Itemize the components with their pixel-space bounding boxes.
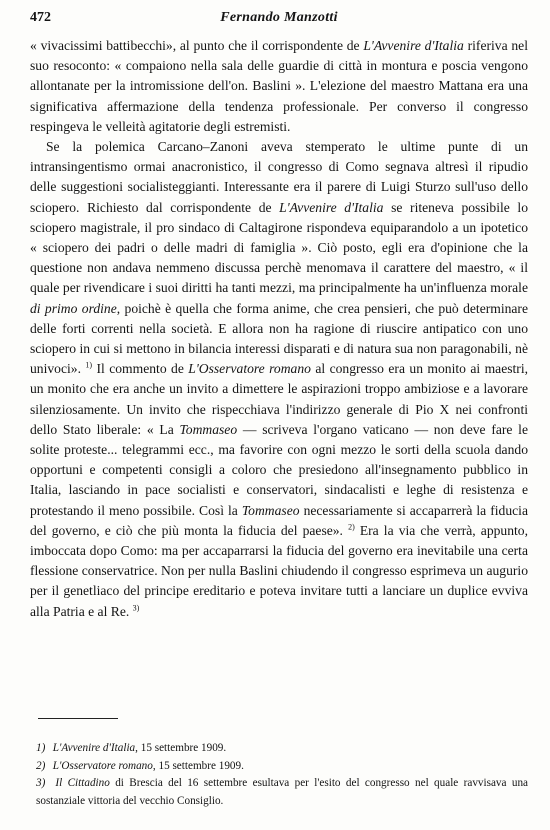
italic-text: L'Avvenire d'Italia [279, 199, 384, 215]
footnote [36, 758, 528, 776]
text-run: Se la polemica Carcano–Zanoni aveva stemperato le ultime punte di un intransingentismo ormai anacronistico, il congresso di Como segnava altresì il ripudio delle suggestioni socialisteggianti. Interessante era il parere di Luigi Sturzo sull'uso dello sciopero. Richiesto dal corrispondente de [30, 139, 528, 215]
text-run: , 15 settembre 1909. [135, 742, 227, 754]
body-text [30, 36, 528, 622]
italic-text: L'Osservatore romano [52, 759, 153, 772]
footnote-ref: 2) [348, 522, 355, 532]
footnote [36, 775, 528, 810]
footnote-marker: 2) [36, 759, 46, 772]
italic-text: Tommaseo [179, 421, 238, 437]
italic-text: Tommaseo [241, 502, 300, 518]
text-run: al congresso era un monito ai maestri, un monito che era anche un invito a dimettere le aspirazioni troppo ambiziose e a lavorare silenziosamente. Un invito che rispecchiava l'indirizzo generale di Pio X nei confronti dello Stato liberale: « La [30, 361, 529, 437]
text-run: « vivacissimi battibecchi», al punto che il corrispondente de [30, 38, 364, 53]
italic-text: L'Avvenire d'Italia [363, 38, 464, 53]
text-run: necessariamente si accaparrerà la fiducia del governo, e ciò che più monta la fiducia del paese». [30, 502, 528, 538]
italic-text: Il Cittadino [55, 777, 110, 789]
text-run: se riteneva possibile lo sciopero magistrale, il pro sindaco di Caltagirone rispondeva equiparandolo a un ipotetico « sciopero dei padri o delle madri di famiglia ». Ciò posto, egli era d'opinione che la questione non andava nemmeno discussa perchè menomava il carattere del maestro, « il quale per rivendicare i suoi diritti ha tanti mezzi, ma principalmente ha un'influenza morale [30, 199, 528, 296]
running-head: Fernando Manzotti [220, 10, 338, 25]
italic-text: di primo ordine [30, 300, 117, 316]
footnote-ref: 3) [132, 603, 140, 613]
footnote-ref: 1) [85, 360, 93, 370]
paragraph [30, 137, 528, 622]
footnote-marker: 1) [36, 742, 46, 754]
footnote [36, 740, 528, 758]
page-header [30, 10, 528, 30]
italic-text: L'Osservatore romano [188, 361, 311, 377]
text-run: , 15 settembre 1909. [152, 759, 244, 772]
footnotes [36, 740, 528, 810]
text-run: , poichè è quella che forma anime, che crea pensieri, che può determinare delle forti correnti nella società. E allora non ha ragione di riuscire antipatico con uno sciopero in cui si mettono in bilancia interessi disparati e di natura sua non paragonabili, nè univoci». [30, 300, 528, 377]
footnote-marker: 3) [36, 777, 46, 789]
italic-text: L'Avvenire d'Italia [52, 742, 136, 754]
page-number: 472 [30, 10, 51, 25]
text-run: — scriveva l'organo vaticano — non deve fare le solite proteste... telegrammi ecc., ma favorire con ogni mezzo le sorti della scuola dando opportuni e competenti consigli a coloro che presiedono all'insegnamento pubblico in Italia, lasciando in pace socialisti e conservatori, sindacalisti e leghe di resistenza e protestando il meno possibile. Così la [30, 421, 528, 518]
text-run: Era la via che verrà, appunto, imboccata dopo Como: ma per accaparrarsi la fiducia del governo era inevitabile una certa flessione conservatrice. Non per nulla Baslini chiudendo il congresso esprimeva un augurio per il genetliaco del principe ereditario e poteva invitare tutti a lanciare un duplice evviva alla Patria e al Re. [30, 522, 528, 619]
text-run: riferiva nel suo resoconto: « compaiono nella sala delle guardie di città in montura e poscia vengono allontanate per la intromissione dell'on. Baslini ». L'elezione del maestro Mattana era una significativa affermazione della tendenza professionale. Per converso il congresso respingeva le velleità agitatorie degli estremisti. [30, 38, 528, 134]
text-run: di Brescia del 16 settembre esultava per l'esito del congresso nel quale ravvisava una sostanziale vittoria del vecchio Consiglio. [36, 777, 529, 807]
footnote-rule [38, 718, 118, 719]
text-run: Il commento de [92, 361, 189, 377]
paragraph [30, 36, 528, 137]
